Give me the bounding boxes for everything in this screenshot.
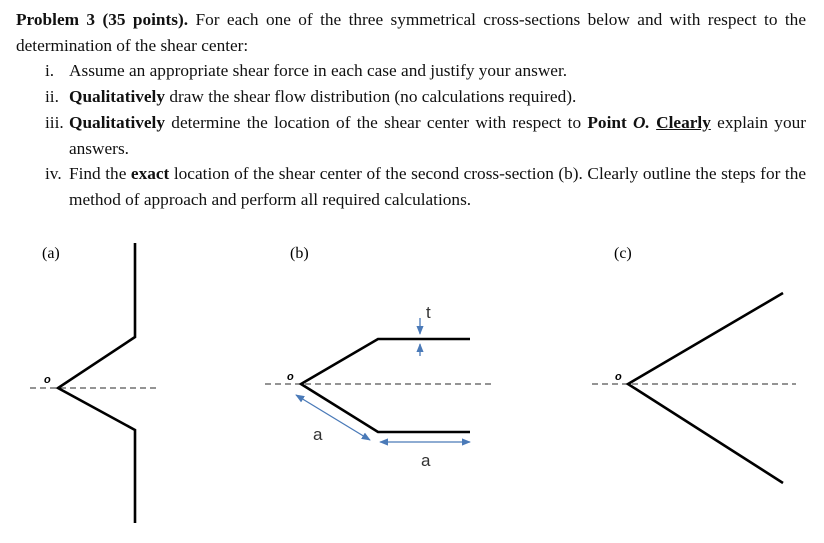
section-b-outline	[301, 339, 470, 432]
dimension-diagonal	[296, 395, 370, 440]
item-bold: exact	[130, 164, 170, 184]
item-point: Point	[587, 112, 634, 132]
origin-label-a: o	[44, 374, 51, 386]
section-a-outline	[58, 243, 135, 523]
problem-heading: Problem 3 (35 points).	[16, 10, 189, 29]
dimension-horizontal-label: a	[421, 451, 431, 470]
origin-label-b: o	[287, 371, 294, 383]
figure-a-label: (a)	[42, 245, 60, 262]
figure-c-label: (c)	[614, 245, 632, 262]
section-c-outline	[628, 293, 783, 483]
item-text: explain your answers.	[69, 112, 806, 158]
item-text: Assume an appropriate shear force in each case and justify your answer.	[69, 61, 568, 81]
item-clearly: Clearly	[656, 112, 711, 132]
item-text: draw the shear flow distribution (no calculations required).	[165, 87, 577, 107]
figure-b-label: (b)	[290, 245, 309, 262]
item-text: location of the shear center of the second cross-section (b). Clearly outline the steps for the method of approach and perform all required calculations.	[69, 164, 806, 209]
item-number: ii.	[45, 87, 59, 107]
dimension-diagonal-label: a	[313, 425, 323, 444]
figure-c	[592, 245, 796, 483]
figure-a	[30, 243, 160, 523]
figure-b	[265, 245, 492, 470]
item-number: iii.	[45, 112, 64, 132]
item-bold: Qualitatively	[69, 87, 166, 107]
item-bold: Qualitatively	[69, 112, 166, 132]
thickness-label: t	[426, 303, 431, 322]
origin-label-c: o	[615, 371, 622, 383]
problem-intro-text: For each one of the three symmetrical cross-sections below and with respect to the determination of the shear center:	[16, 10, 806, 55]
item-text: determine the location of the shear center with respect to	[165, 112, 588, 132]
item-text: Find the	[69, 164, 131, 184]
item-point-o: O.	[633, 112, 650, 132]
item-number: i.	[45, 61, 55, 81]
item-number: iv.	[45, 164, 62, 184]
